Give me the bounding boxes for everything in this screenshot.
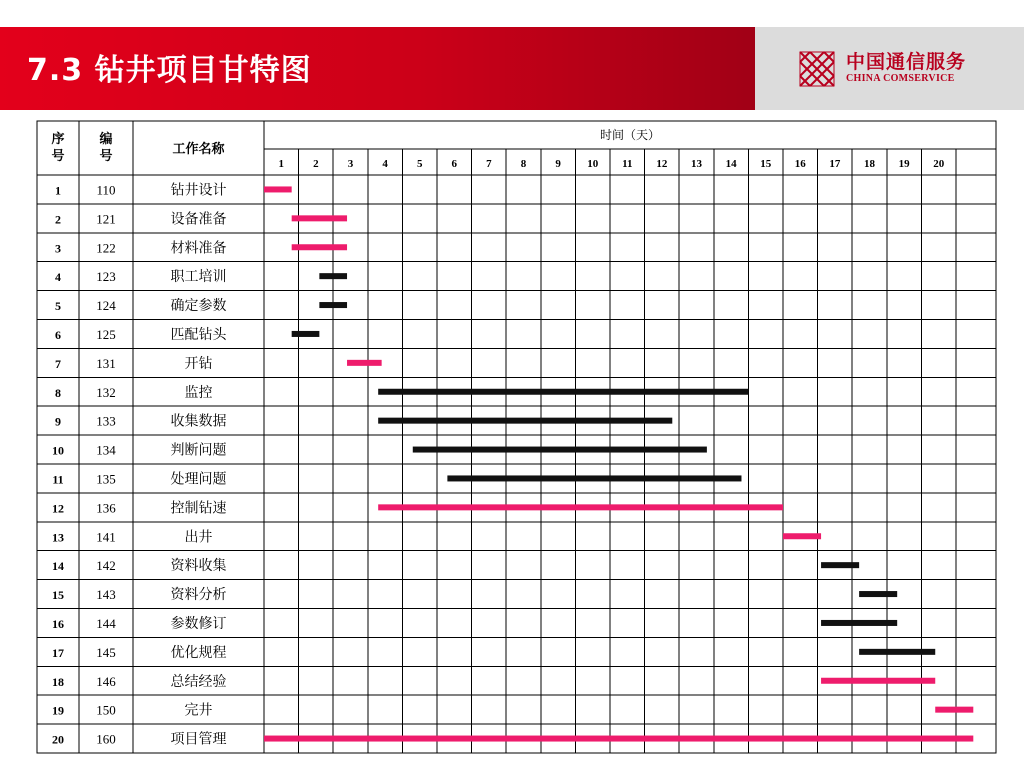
task-code: 132 [96,384,116,400]
task-seq: 1 [55,183,61,198]
task-code: 142 [96,558,116,574]
gantt-bar [859,649,935,655]
task-seq: 12 [52,501,64,516]
day-tick-label: 2 [313,158,319,170]
task-seq: 7 [55,356,61,371]
gantt-bar [378,389,748,395]
gantt-bar [378,504,783,510]
day-tick-label: 10 [587,158,599,170]
task-code: 160 [96,731,116,747]
gantt-bar [319,302,347,308]
task-name: 职工培训 [170,269,227,286]
task-seq: 18 [52,674,64,689]
day-tick-label: 3 [347,158,354,170]
gantt-bar [859,591,897,597]
task-seq: 8 [55,385,61,400]
col-name-header: 工作名称 [172,142,225,157]
task-seq: 5 [55,299,61,314]
gantt-bar [292,215,347,221]
task-code: 122 [96,240,116,256]
day-tick-label: 9 [555,158,561,170]
gantt-bar [292,331,320,337]
task-name: 项目管理 [170,731,227,748]
day-tick-label: 20 [933,158,945,170]
task-code: 123 [96,269,116,285]
task-seq: 15 [52,588,64,603]
task-name: 开钻 [184,355,213,372]
logo-chinese-text: 中国通信服务 [846,51,967,73]
task-code: 144 [96,615,116,631]
task-code: 143 [96,587,116,603]
task-name: 设备准备 [170,211,227,228]
task-code: 136 [96,500,116,516]
day-tick-label: 18 [864,158,875,170]
gantt-bar [347,360,382,366]
task-seq: 3 [55,241,61,256]
task-name: 确定参数 [170,298,227,315]
logo-english-text: CHINA COMSERVICE [846,73,955,84]
task-name: 完井 [184,702,213,719]
day-tick-label: 15 [760,158,772,170]
task-seq: 4 [55,270,61,285]
task-seq: 19 [52,703,64,718]
task-seq: 16 [52,616,64,631]
gantt-bar [319,273,347,279]
task-name: 资料收集 [170,558,227,575]
gantt-bar [292,244,347,250]
col-seq-header-2: 号 [51,149,65,164]
task-seq: 2 [55,212,61,227]
task-name: 钻井设计 [170,182,227,199]
day-tick-label: 17 [829,158,841,170]
task-seq: 13 [52,530,64,545]
task-code: 146 [96,673,116,689]
task-seq: 11 [52,472,64,487]
task-code: 150 [96,702,116,718]
day-tick-label: 8 [520,158,527,170]
day-tick-label: 16 [794,158,806,170]
gantt-bar [413,447,707,453]
col-code-header-1: 编 [99,132,113,147]
task-name: 匹配钻头 [170,326,227,343]
task-code: 145 [96,644,116,660]
task-name: 材料准备 [170,240,227,257]
day-tick-label: 4 [382,158,388,170]
col-code-header-2: 号 [99,149,113,164]
gantt-bar [783,533,821,539]
task-seq: 20 [52,732,64,747]
day-tick-label: 19 [898,158,910,170]
task-seq: 6 [55,327,61,342]
page-title: 7.3 钻井项目甘特图 [27,53,312,88]
task-name: 判断问题 [170,442,227,459]
task-name: 资料分析 [170,587,227,604]
task-code: 134 [96,442,116,458]
gantt-bar [447,475,741,481]
task-code: 110 [96,182,116,198]
day-tick-label: 13 [691,158,702,170]
gantt-bar [264,186,292,192]
day-tick-label: 7 [486,158,492,170]
gantt-bar [821,678,935,684]
task-name: 参数修订 [170,615,227,632]
task-code: 121 [96,211,116,227]
gantt-bar [264,736,973,742]
task-name: 总结经验 [170,673,227,690]
task-seq: 9 [55,414,61,429]
gantt-bar [821,562,859,568]
day-tick-label: 11 [622,158,633,170]
col-time-header: 时间（天） [599,128,661,142]
day-tick-label: 14 [725,158,737,170]
col-seq-header-1: 序 [51,132,65,147]
task-seq: 17 [52,645,64,660]
task-name: 处理问题 [170,471,227,488]
task-code: 135 [96,471,116,487]
task-seq: 14 [52,559,64,574]
task-seq: 10 [52,443,64,458]
day-tick-label: 5 [416,158,423,170]
gantt-bar [378,418,672,424]
task-code: 133 [96,413,116,429]
gantt-bar [821,620,897,626]
task-name: 监控 [184,384,213,401]
task-code: 125 [96,326,116,342]
day-tick-label: 1 [278,158,285,170]
task-name: 出井 [184,529,213,546]
task-code: 124 [96,298,116,314]
task-name: 控制钻速 [170,500,227,517]
day-tick-label: 12 [656,158,668,170]
day-tick-label: 6 [451,158,458,170]
task-code: 141 [96,529,116,545]
task-code: 131 [96,355,116,371]
task-name: 收集数据 [170,413,227,430]
gantt-bar [935,707,973,713]
task-name: 优化规程 [170,644,227,661]
